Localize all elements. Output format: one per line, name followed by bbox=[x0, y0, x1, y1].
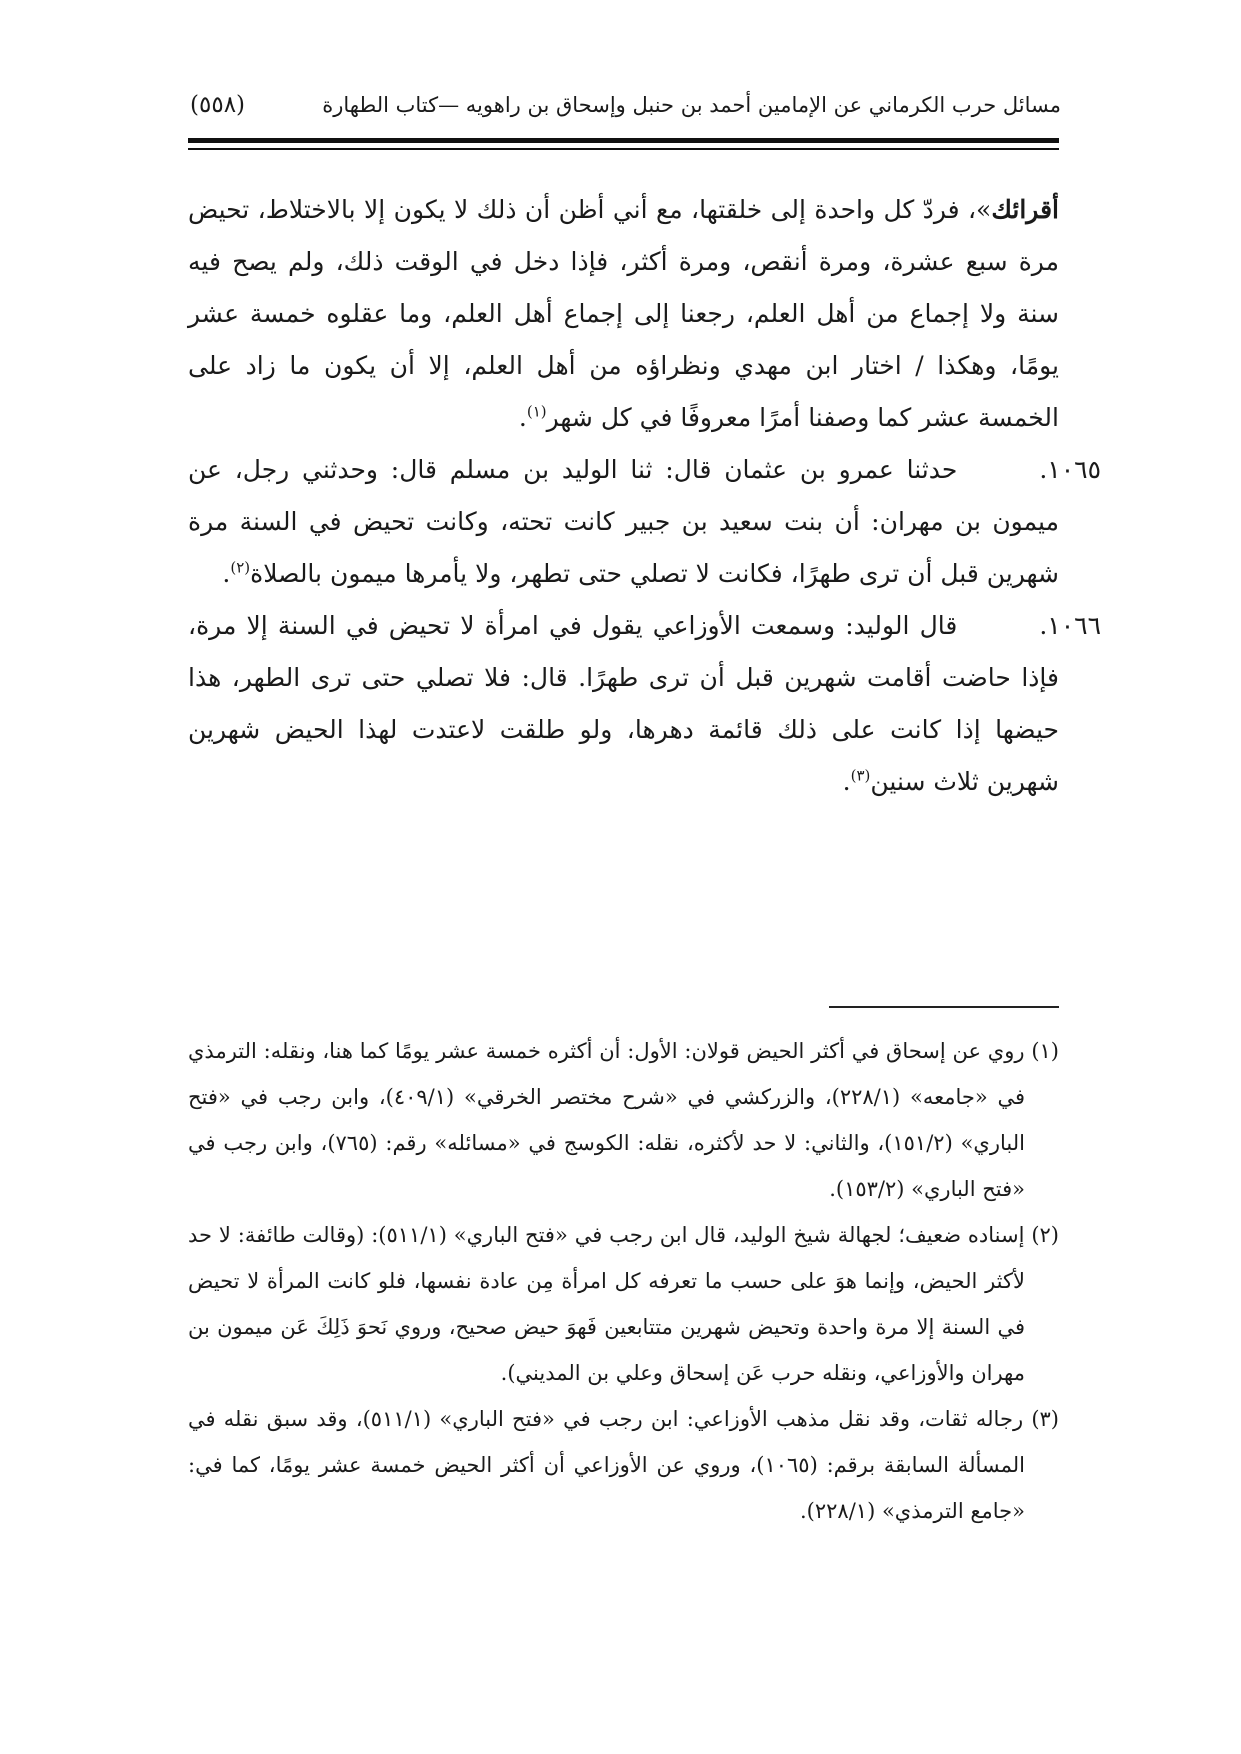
paragraph-text: »، فردّ كل واحدة إلى خلقتها، مع أني أظن أن ذلك لا يكون إلا بالاختلاط، تحيض مرة سبع عشرة، ومرة أنقص، ومرة أكثر، فإذا دخل في الوقت ذلك، ولم يصح فيه سنة ولا إجماع من أهل العلم، رجعنا إلى إجماع أهل العلم، وما عقلوه خمسة عشر يومًا، وهكذا / اختار ابن مهدي ونظراؤه من أهل العلم، إلا أن يكون ما زاد على الخمسة عشر كما وصفنا أمرًا معروفًا في كل شهر bbox=[188, 195, 1059, 432]
footnote-marker[interactable]: (٣) bbox=[850, 766, 871, 785]
main-text bbox=[188, 184, 1101, 808]
paragraph-continuation bbox=[188, 184, 1059, 444]
entry-number: ١٠٦٦. bbox=[1039, 611, 1101, 640]
entry-end: . bbox=[842, 767, 851, 796]
footnote-separator bbox=[829, 1006, 1059, 1008]
footnote-2: (٢) إسناده ضعيف؛ لجهالة شيخ الوليد، قال ابن رجب في «فتح الباري» (٥١١/١): (وقالت طائفة: لا حد لأكثر الحيض، وإنما هوَ على حسب ما تعرفه كل امرأة مِن عادة نفسها، فلو كانت المرأة لا تحيض في السنة إلا مرة واحدة وتحيض شهرين متتابعين فَهوَ حيض صحيح، وروي نَحوَ ذَلِكَ عَن ميمون بن مهران والأوزاعي، ونقله حرب عَن إسحاق وعلي بن المديني). bbox=[188, 1223, 1059, 1385]
entry-number: ١٠٦٥. bbox=[1039, 455, 1101, 484]
entry-text: قال الوليد: وسمعت الأوزاعي يقول في امرأة لا تحيض في السنة إلا مرة، فإذا حاضت أقامت شهرين قبل أن ترى طهرًا. قال: فلا تصلي حتى ترى الطهر، هذا حيضها إذا كانت على ذلك قائمة دهرها، ولو طلقت لاعتدت لهذا الحيض شهرين شهرين ثلاث سنين bbox=[188, 611, 1059, 796]
entry-end: . bbox=[222, 559, 231, 588]
header-rule-thin bbox=[188, 148, 1059, 150]
running-title: مسائل حرب الكرماني عن الإمامين أحمد بن حنبل وإسحاق بن راهويه —كتاب الطهارة bbox=[322, 93, 1061, 117]
footnote-marker[interactable]: (٢) bbox=[230, 558, 251, 577]
footnote-1: (١) روي عن إسحاق في أكثر الحيض قولان: الأول: أن أكثره خمسة عشر يومًا كما هنا، ونقله: الترمذي في «جامعه» (٢٢٨/١)، والزركشي في «شرح مختصر الخرقي» (٤٠٩/١)، وابن رجب في «فتح الباري» (١٥١/٢)، والثاني: لا حد لأكثره، نقله: الكوسج في «مسائله» رقم: (٧٦٥)، وابن رجب في «فتح الباري» (١٥٣/٢). bbox=[188, 1039, 1059, 1201]
footnotes bbox=[188, 1028, 1059, 1534]
entry-text: حدثنا عمرو بن عثمان قال: ثنا الوليد بن مسلم قال: وحدثني رجل، عن ميمون بن مهران: أن بنت سعيد بن جبير كانت تحته، وكانت تحيض في السنة مرة شهرين قبل أن ترى طهرًا، فكانت لا تصلي حتى تطهر، ولا يأمرها ميمون بالصلاة bbox=[188, 455, 1059, 588]
header-rule-thick bbox=[188, 138, 1059, 143]
paragraph-end: . bbox=[518, 403, 527, 432]
entry-1066 bbox=[188, 600, 1101, 808]
page-number: (٥٥٨) bbox=[190, 92, 246, 118]
footnote-3: (٣) رجاله ثقات، وقد نقل مذهب الأوزاعي: ابن رجب في «فتح الباري» (٥١١/١)، وقد سبق نقله في المسألة السابقة برقم: (١٠٦٥)، وروي عن الأوزاعي أن أكثر الحيض خمسة عشر يومًا، كما في: «جامع الترمذي» (٢٢٨/١). bbox=[188, 1407, 1059, 1523]
footnote-marker[interactable]: (١) bbox=[526, 402, 547, 421]
bold-keyword: أقرائك bbox=[991, 195, 1059, 224]
entry-1065 bbox=[188, 444, 1101, 600]
running-header bbox=[190, 92, 1061, 132]
